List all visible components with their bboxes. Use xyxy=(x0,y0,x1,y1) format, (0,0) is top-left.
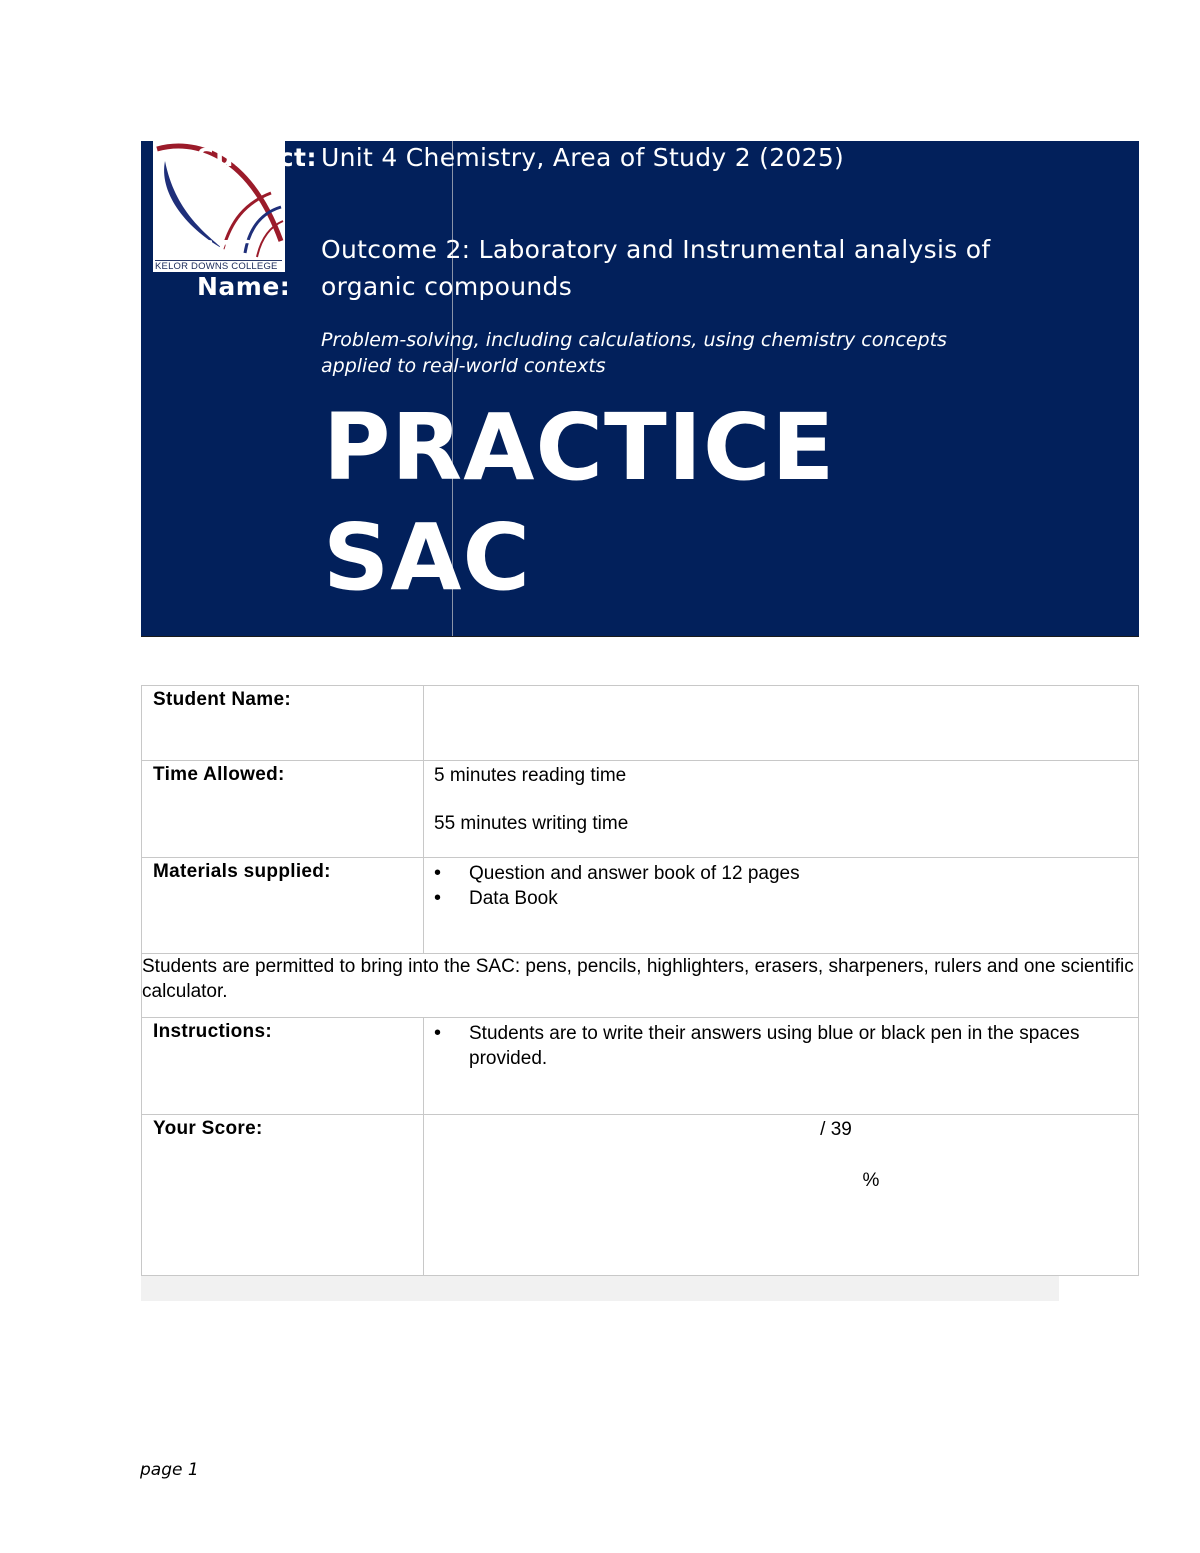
list-item: • Students are to write their answers using blue or black pen in the spaces provided. xyxy=(434,1021,1138,1071)
shaded-bar xyxy=(141,1276,1059,1301)
materials-label: Materials supplied: xyxy=(142,858,424,954)
table-row xyxy=(142,761,1139,858)
sac-name-label: SAC Name: xyxy=(197,235,291,301)
table-row xyxy=(142,858,1139,954)
score-label: Your Score: xyxy=(142,1115,424,1276)
sac-name-value: Outcome 2: Laboratory and Instrumental analysis of organic compounds xyxy=(321,235,991,301)
list-item: • Question and answer book of 12 pages xyxy=(434,861,1138,886)
instructions-label: Instructions: xyxy=(142,1018,424,1115)
table-row xyxy=(142,954,1139,1018)
time-allowed-label: Time Allowed: xyxy=(142,761,424,858)
score-value xyxy=(424,1115,1139,1276)
student-name-label: Student Name: xyxy=(142,686,424,761)
table-row xyxy=(142,1018,1139,1115)
student-name-field[interactable] xyxy=(424,686,1139,761)
table-row xyxy=(142,686,1139,761)
subject-value: Unit 4 Chemistry, Area of Study 2 (2025) xyxy=(321,143,845,172)
materials-value xyxy=(424,858,1139,954)
list-item: • Data Book xyxy=(434,886,1138,911)
practice-sac-title: PRACTICE SAC xyxy=(323,394,836,611)
score-percent: % xyxy=(862,1170,880,1191)
permitted-items-note: Students are permitted to bring into the SAC: pens, pencils, highlighters, erasers, sharpeners, rulers and one scientific calculator. xyxy=(142,954,1139,1018)
student-info-table xyxy=(141,685,1139,1276)
instructions-value xyxy=(424,1018,1139,1115)
table-row xyxy=(142,1115,1139,1276)
sac-description: Problem-solving, including calculations, using chemistry concepts applied to real-world contexts xyxy=(321,329,947,377)
subject-label: Subject: xyxy=(197,143,317,172)
reading-time: 5 minutes reading time xyxy=(434,765,627,786)
score-total: / 39 xyxy=(820,1119,852,1140)
logo-text: KELOR DOWNS COLLEGE xyxy=(155,260,282,272)
time-allowed-value xyxy=(424,761,1139,858)
page-number: page 1 xyxy=(140,1460,199,1480)
writing-time: 55 minutes writing time xyxy=(434,813,629,834)
